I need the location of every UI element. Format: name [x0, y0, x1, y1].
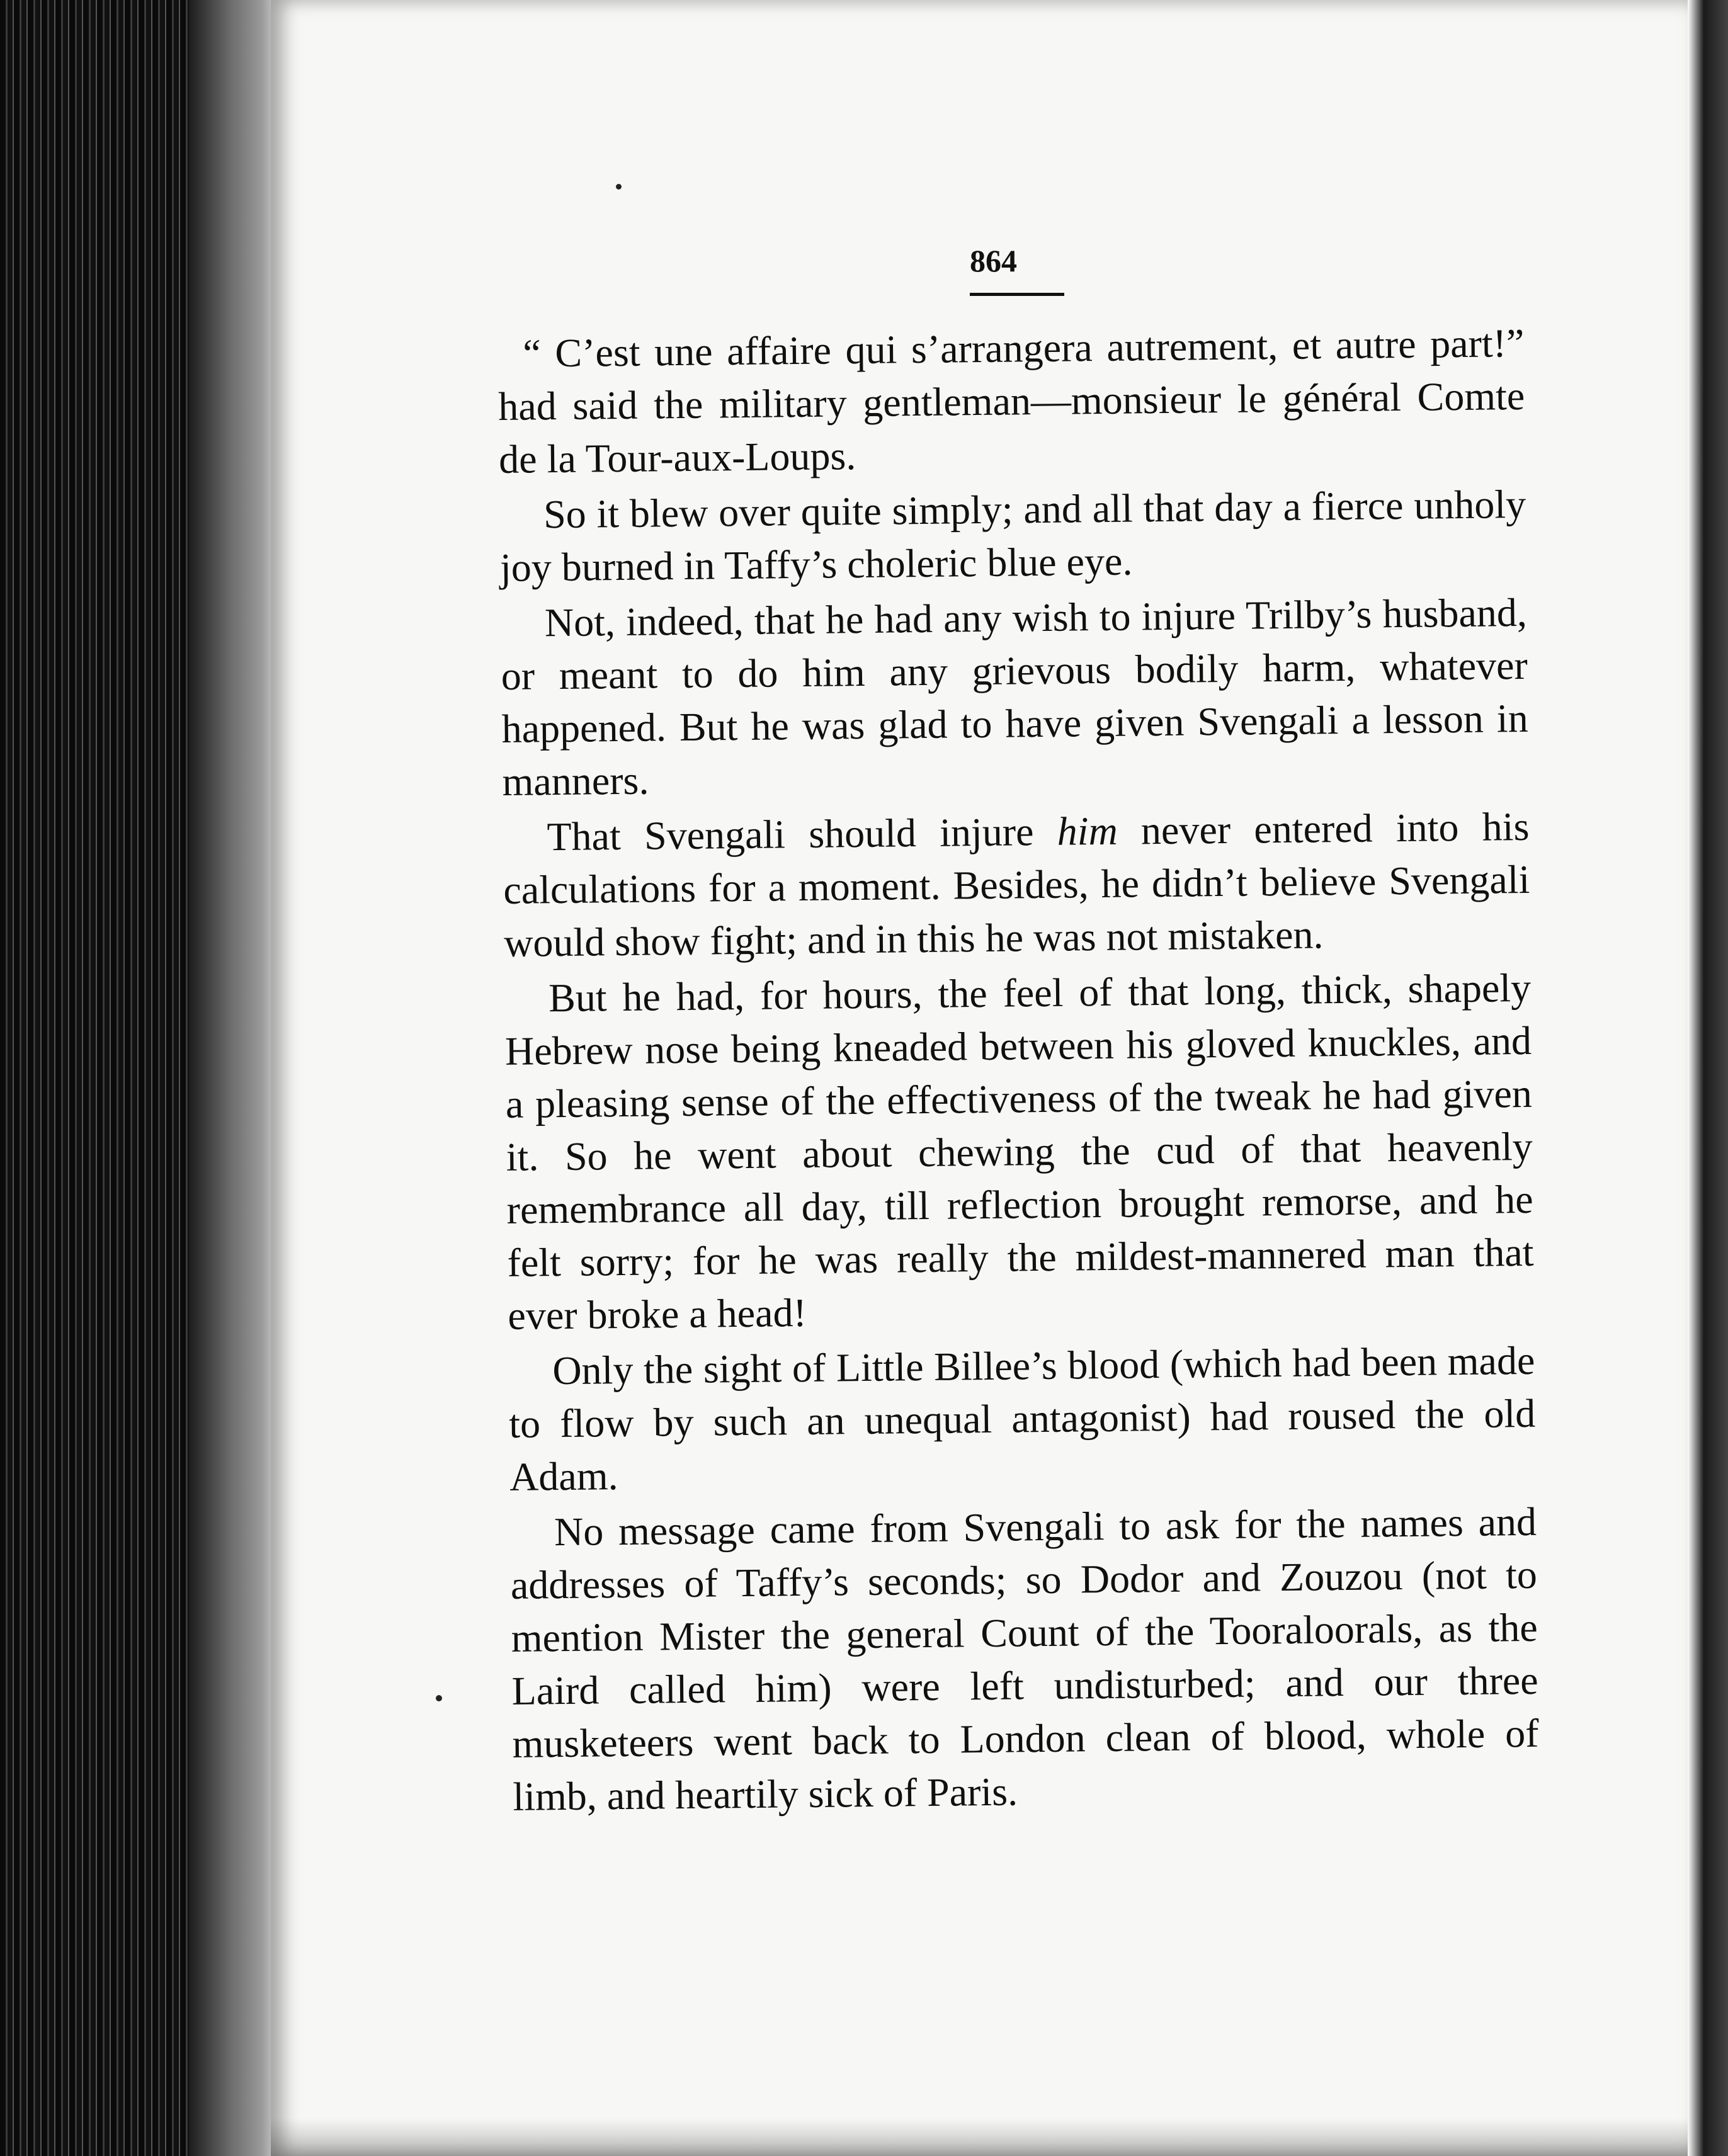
- page-number-rule: [970, 293, 1064, 296]
- paragraph-text: But he had, for hours, the feel of that long, thick, shapely Hebrew nose being kneaded between his gloved knuckles, and a pleasing sense of the effectiveness of the tweak he had given it. So he went about chewing the cud of that heavenly remembrance all day, till reflection brought remorse, and he felt sorry; for he was really the mildest-mannered man that ever broke a head!: [504, 965, 1534, 1338]
- paragraph-text: No message came from Svengali to ask for the names and addresses of Taffy’s seconds; so Dodor and Zouzou (not to mention Mister the general Count of the Tooraloorals, as the Laird called him) were left undisturbed; and our three musketeers went back to London clean of blood, whole of limb, and heartily sick of Paris.: [510, 1499, 1539, 1819]
- book-spine-shadow: [189, 0, 280, 2156]
- italic-text: him: [1057, 808, 1118, 854]
- page-bottom-shadow: [271, 2118, 1688, 2156]
- right-page-edge: [1688, 0, 1728, 2156]
- ink-speck: [616, 184, 622, 190]
- body-text: [497, 317, 1540, 1826]
- paragraph: [510, 1495, 1540, 1824]
- paragraph-text: Not, indeed, that he had any wish to injure Trilby’s husband, or meant to do him any grievous bodily harm, whatever happened. But he was glad to have given Svengali a lesson in manners.: [501, 589, 1528, 804]
- paragraph-text: That Svengali should injure: [547, 808, 1058, 860]
- ink-speck: [436, 1695, 442, 1701]
- page-number: 864: [970, 243, 1017, 278]
- paragraph: [508, 1334, 1537, 1504]
- paragraph: [500, 586, 1528, 808]
- paragraph-text: Only the sight of Little Billee’s blood (which had been made to flow by such an unequal antagonist) had roused the old Adam.: [508, 1337, 1536, 1499]
- paragraph: [503, 800, 1531, 970]
- paragraph-text: “ C’est une affaire qui s’arrangera autrement, et autre part!” had said the military gentleman—monsieur le général Comte de la Tour-aux-Loups.: [497, 320, 1525, 482]
- paragraph-text: never entered into his calculations for a moment. Besides, he didn’t believe Svengali would show fight; and in this he was not mistaken.: [503, 803, 1530, 965]
- paragraph-text: So it blew over quite simply; and all that day a fierce unholy joy burned in Taffy’s choleric blue eye.: [499, 481, 1526, 590]
- paragraph: [504, 962, 1535, 1342]
- paragraph: [497, 317, 1526, 486]
- paragraph: [499, 478, 1527, 594]
